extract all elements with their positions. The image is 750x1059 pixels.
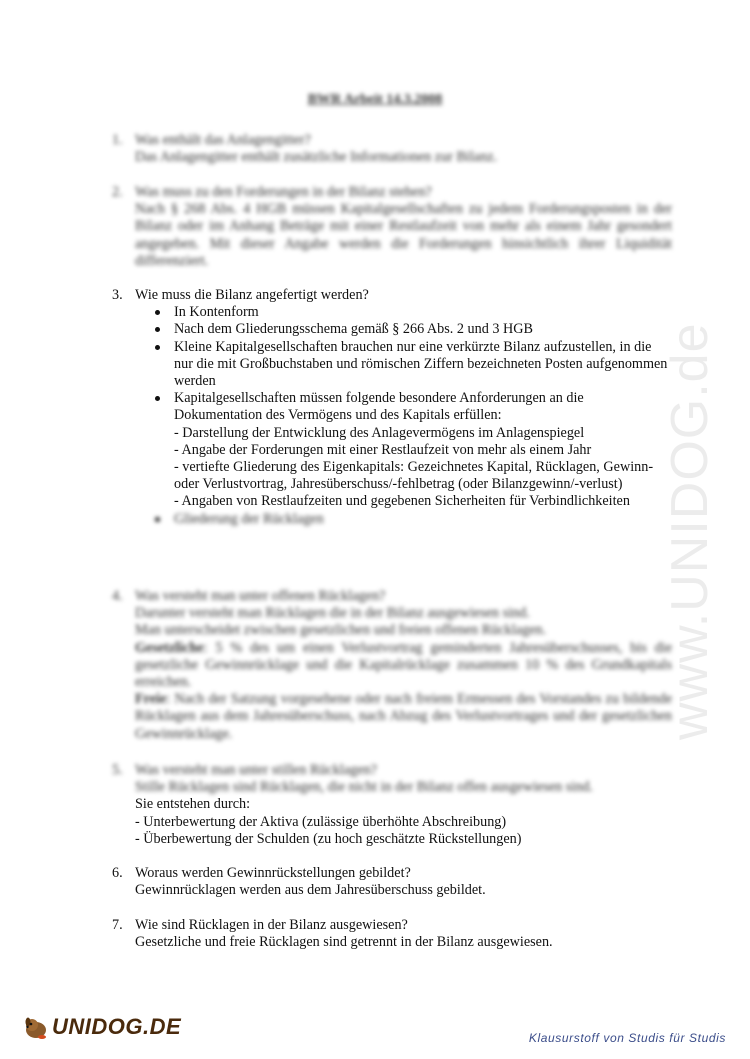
question-text: Was enthält das Anlagengitter?	[135, 132, 311, 148]
logo-text: UNIDOG.DE	[52, 1014, 182, 1039]
sub-point: - Angaben von Restlaufzeiten und gegebenen Sicherheiten für Verbindlichkeiten	[174, 493, 630, 510]
question-text: Was muss zu den Forderungen in der Bilanz stehen?	[135, 184, 432, 200]
answer-text: Nach § 268 Abs. 4 HGB müssen Kapitalgesellschaften zu jedem Forderungsposten in der Bilanz oder im Anhang Beträge mit einer Restlaufzeit von mehr als einem Jahr gesondert angegeben. Mit dieser Angabe werden die Forderungen hinsichtlich ihrer Liquidität differenziert.	[135, 201, 672, 269]
question-1	[112, 132, 672, 166]
unidog-logo	[22, 1013, 181, 1041]
question-7	[112, 917, 672, 951]
question-number: 3.	[112, 287, 123, 303]
watermark: www.UNIDOG.de	[661, 322, 719, 740]
sub-point: - Angabe der Forderungen mit einer Restlaufzeit von mehr als einem Jahr	[174, 441, 592, 458]
list-item-intro: Kapitalgesellschaften müssen folgende besondere Anforderungen an die Dokumentation des Vermögens und des Kapitals erfüllen:	[174, 390, 584, 424]
dog-icon	[22, 1013, 50, 1041]
question-text: Was versteht man unter stillen Rücklagen?	[135, 762, 377, 778]
document-title: BWR Arbeit 14.3.2008	[307, 92, 443, 107]
question-number: 1.	[112, 132, 123, 148]
term-text: : 5 % des um einen Verlustvortrag geminderten Jahresüberschusses, bis die gesetzliche Gewinnrücklage und die Kapitalrücklage zusammen 10 % des Grundkapitals erreichen.	[135, 639, 672, 691]
question-number: 2.	[112, 184, 123, 200]
term-text: : Nach der Satzung vorgesehene oder nach freiem Ermessen des Vorstandes zu bildende Rücklagen aus dem Jahresüberschuss, nach Abzug des Verlustvortrages und der gesetzlichen Gewinnrücklage.	[135, 691, 672, 742]
list-item	[174, 390, 672, 510]
list-item: Nach dem Gliederungsschema gemäß § 266 Abs. 2 und 3 HGB	[174, 321, 672, 338]
answer-text: - Überbewertung der Schulden (zu hoch geschätzte Rückstellungen)	[135, 830, 522, 847]
question-4	[112, 588, 672, 743]
question-text: Wie muss die Bilanz angefertigt werden?	[135, 287, 369, 303]
answer-text: - Unterbewertung der Aktiva (zulässige überhöhte Abschreibung)	[135, 813, 507, 830]
answer-text: Darunter versteht man Rücklagen die in der Bilanz ausgewiesen sind.	[135, 605, 530, 622]
bullet-list	[112, 304, 672, 528]
question-number: 7.	[112, 917, 123, 933]
question-6	[112, 865, 672, 899]
question-text: Woraus werden Gewinnrückstellungen gebildet?	[135, 865, 411, 881]
sub-point: - vertiefte Gliederung des Eigenkapitals: Gezeichnetes Kapital, Rücklagen, Gewinn- oder Verlustvortrag, Jahresüberschuss/-fehlbetrag (oder Bilanzgewinn/-verlust)	[174, 459, 654, 493]
question-5	[112, 762, 672, 848]
answer-text: Stille Rücklagen sind Rücklagen, die nicht in der Bilanz offen ausgewiesen sind.	[135, 779, 593, 796]
list-item: In Kontenform	[174, 304, 672, 321]
sub-point: - Darstellung der Entwicklung des Anlagevermögens im Anlagenspiegel	[174, 424, 585, 441]
answer-text: Das Anlagengitter enthält zusätzliche Informationen zur Bilanz.	[135, 149, 498, 166]
answer-paragraph	[135, 640, 672, 692]
list-item: Kleine Kapitalgesellschaften brauchen nur eine verkürzte Bilanz aufzustellen, in die nur die mit Großbuchstaben und römischen Ziffern bezeichneten Posten aufgenommen werden	[174, 339, 672, 391]
answer-text: Gewinnrücklagen werden aus dem Jahresüberschuss gebildet.	[135, 882, 486, 899]
footer-tagline: Klausurstoff von Studis für Studis	[528, 1031, 726, 1045]
term-label: Freie	[135, 691, 167, 708]
term-label: Gesetzliche	[135, 639, 204, 656]
answer-text: Man unterscheidet zwischen gesetzlichen und freien offenen Rücklagen.	[135, 622, 547, 639]
question-text: Wie sind Rücklagen in der Bilanz ausgewiesen?	[135, 917, 408, 933]
question-text: Was versteht man unter offenen Rücklagen?	[135, 588, 386, 604]
question-number: 6.	[112, 865, 123, 881]
answer-text: Gesetzliche und freie Rücklagen sind getrennt in der Bilanz ausgewiesen.	[135, 934, 553, 951]
question-number: 4.	[112, 588, 123, 604]
question-2	[112, 184, 672, 270]
question-number: 5.	[112, 762, 123, 778]
answer-text: Sie entstehen durch:	[135, 796, 251, 813]
answer-paragraph	[135, 691, 672, 743]
question-3	[112, 287, 672, 528]
list-item: Gliederung der Rücklagen	[174, 511, 672, 528]
